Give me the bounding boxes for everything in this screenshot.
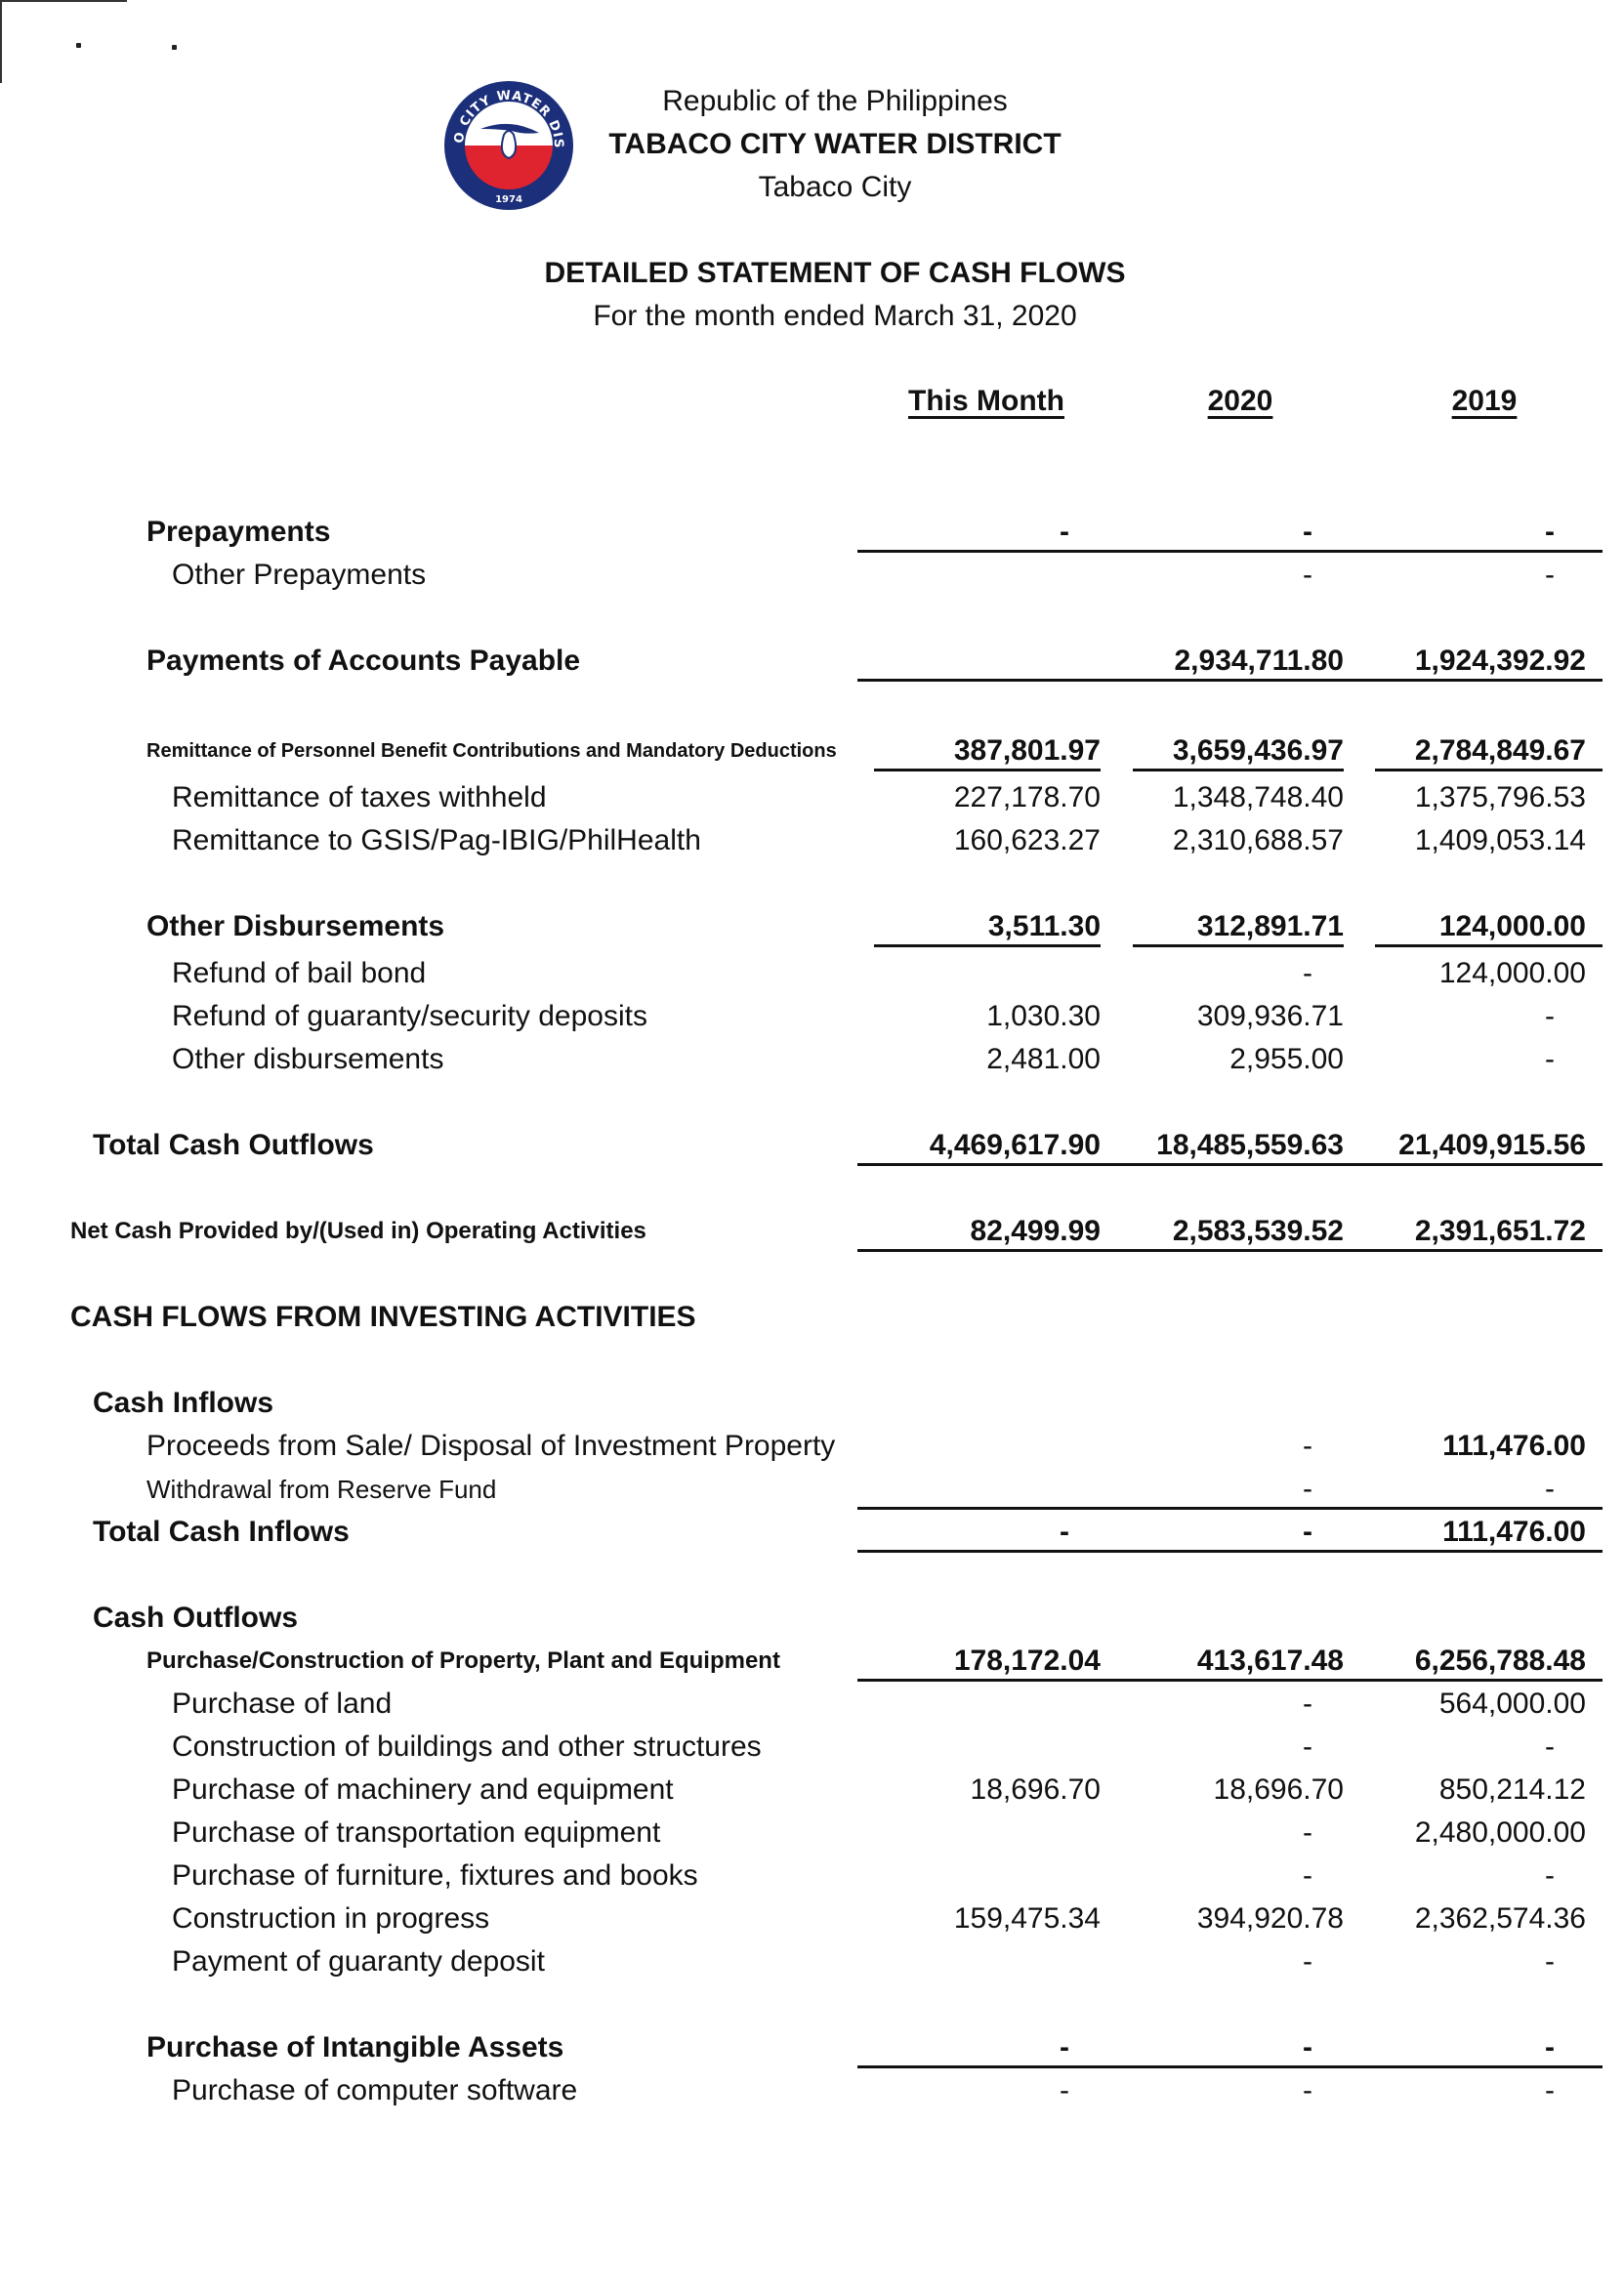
underline-rule: [857, 550, 1603, 553]
table-row: [0, 1298, 1624, 1337]
value-2019: -: [1545, 2031, 1555, 2063]
row-label: Total Cash Outflows: [93, 1129, 374, 1161]
table-row: [0, 2028, 1624, 2067]
table-row: [0, 1813, 1624, 1853]
value-2019: -: [1545, 1000, 1555, 1032]
underline-rule: [874, 769, 1101, 771]
value-this-month: -: [1060, 2031, 1069, 2063]
value-2019: 2,480,000.00: [1414, 1816, 1586, 1849]
underline-rule: [1375, 944, 1603, 947]
value-2020: 1,348,748.40: [1172, 781, 1344, 813]
statement-period: For the month ended March 31, 2020: [593, 300, 1077, 332]
value-this-month: 18,696.70: [970, 1773, 1101, 1806]
value-this-month: 1,030.30: [986, 1000, 1101, 1032]
table-row: [0, 1642, 1624, 1681]
underline-rule: [1133, 769, 1344, 771]
value-this-month: -: [1060, 2074, 1069, 2106]
value-this-month: 2,481.00: [986, 1043, 1101, 1075]
row-label: Payment of guaranty deposit: [172, 1945, 545, 1978]
table-row: [0, 556, 1624, 595]
logo-year: 1974: [495, 194, 522, 205]
value-2019: -: [1545, 559, 1555, 591]
value-2020: 2,583,539.52: [1172, 1215, 1344, 1247]
underline-rule: [857, 679, 1603, 682]
row-label: Payments of Accounts Payable: [146, 645, 581, 677]
table-row: [0, 1599, 1624, 1638]
value-this-month: 3,511.30: [987, 910, 1101, 942]
value-2019: -: [1545, 516, 1555, 548]
value-2020: 309,936.71: [1196, 1000, 1344, 1032]
underline-rule: [874, 944, 1101, 947]
value-this-month: -: [1060, 1516, 1069, 1548]
row-label: CASH FLOWS FROM INVESTING ACTIVITIES: [70, 1301, 696, 1333]
underline-rule: [857, 1507, 1603, 1510]
column-header-this-month: This Month: [908, 385, 1064, 417]
value-2020: -: [1303, 516, 1312, 548]
underline-rule: [857, 1163, 1603, 1166]
value-this-month: 160,623.27: [953, 824, 1101, 856]
row-label: Prepayments: [146, 516, 331, 548]
row-label: Purchase of transportation equipment: [172, 1816, 661, 1849]
column-header-2019: 2019: [1451, 385, 1518, 417]
value-2019: 21,409,915.56: [1398, 1129, 1586, 1161]
table-row: [0, 513, 1624, 552]
row-label: Remittance of taxes withheld: [172, 781, 547, 813]
value-2020: 3,659,436.97: [1172, 734, 1344, 767]
value-2020: 2,310,688.57: [1172, 824, 1344, 856]
table-row: [0, 2071, 1624, 2110]
value-2020: 18,696.70: [1213, 1773, 1344, 1806]
scan-speck: [172, 45, 177, 50]
row-label: Net Cash Provided by/(Used in) Operating Activities: [70, 1218, 646, 1244]
value-this-month: 159,475.34: [953, 1902, 1101, 1935]
value-2020: -: [1303, 1430, 1312, 1462]
value-2019: 1,924,392.92: [1414, 645, 1586, 677]
table-row: [0, 1126, 1624, 1165]
table-row: [0, 642, 1624, 681]
table-row: [0, 1427, 1624, 1466]
value-this-month: 4,469,617.90: [929, 1129, 1101, 1161]
value-2019: 850,214.12: [1438, 1773, 1586, 1806]
value-2019: -: [1545, 1730, 1555, 1763]
row-label: Cash Inflows: [93, 1387, 274, 1419]
value-this-month: 387,801.97: [953, 734, 1101, 767]
value-this-month: 178,172.04: [953, 1645, 1101, 1677]
value-2020: 394,920.78: [1196, 1902, 1344, 1935]
value-2020: -: [1303, 1473, 1312, 1505]
underline-rule: [857, 1679, 1603, 1682]
underline-rule: [1375, 769, 1603, 771]
underline-rule: [857, 1550, 1603, 1553]
value-2019: -: [1545, 1859, 1555, 1892]
logo-ring-text: O CITY WATER DIS: [451, 88, 566, 149]
table-row: [0, 1470, 1624, 1509]
row-label: Purchase of land: [172, 1688, 393, 1720]
header-org-name: TABACO CITY WATER DISTRICT: [608, 128, 1062, 160]
table-row: [0, 907, 1624, 946]
table-row: [0, 1513, 1624, 1552]
value-2020: 413,617.48: [1196, 1645, 1344, 1677]
underline-rule: [857, 2065, 1603, 2068]
column-header-2020: 2020: [1207, 385, 1273, 417]
row-label: Purchase/Construction of Property, Plant and Equipment: [146, 1647, 780, 1674]
value-2019: -: [1545, 1473, 1555, 1505]
value-2019: 564,000.00: [1438, 1688, 1586, 1720]
table-row: [0, 778, 1624, 817]
value-2020: -: [1303, 2074, 1312, 2106]
value-2019: -: [1545, 2074, 1555, 2106]
value-2020: -: [1303, 1730, 1312, 1763]
value-2019: 6,256,788.48: [1414, 1645, 1586, 1677]
table-row: [0, 1040, 1624, 1079]
row-label: Withdrawal from Reserve Fund: [146, 1475, 497, 1504]
row-label: Purchase of furniture, fixtures and books: [172, 1859, 698, 1892]
underline-rule: [1133, 944, 1344, 947]
statement-title: DETAILED STATEMENT OF CASH FLOWS: [544, 257, 1126, 289]
value-2019: 2,784,849.67: [1414, 734, 1586, 767]
value-2019: 2,362,574.36: [1414, 1902, 1586, 1935]
value-2020: -: [1303, 1945, 1312, 1978]
value-2020: 312,891.71: [1196, 910, 1344, 942]
value-2020: 2,934,711.80: [1174, 645, 1344, 677]
value-2019: 111,476.00: [1442, 1430, 1586, 1462]
table-row: [0, 1384, 1624, 1423]
value-2020: -: [1303, 957, 1312, 989]
row-label: Construction in progress: [172, 1902, 490, 1935]
header-republic: Republic of the Philippines: [662, 85, 1008, 117]
header-city: Tabaco City: [758, 171, 912, 203]
row-label: Purchase of machinery and equipment: [172, 1773, 674, 1806]
value-2019: 1,375,796.53: [1414, 781, 1586, 813]
table-row: [0, 1728, 1624, 1767]
row-label: Refund of bail bond: [172, 957, 427, 989]
value-this-month: 227,178.70: [953, 781, 1101, 813]
table-row: [0, 1942, 1624, 1981]
row-label: Construction of buildings and other structures: [172, 1730, 762, 1763]
table-row: [0, 731, 1624, 771]
value-this-month: 82,499.99: [970, 1215, 1101, 1247]
row-label: Other Disbursements: [146, 910, 445, 942]
value-2019: 124,000.00: [1438, 910, 1586, 942]
table-row: [0, 1771, 1624, 1810]
row-label: Remittance of Personnel Benefit Contributions and Mandatory Deductions: [146, 740, 837, 762]
value-2019: 2,391,651.72: [1414, 1215, 1586, 1247]
value-2020: -: [1303, 1516, 1312, 1548]
value-2019: -: [1545, 1945, 1555, 1978]
value-2020: -: [1303, 1859, 1312, 1892]
value-2019: 1,409,053.14: [1414, 824, 1586, 856]
row-label: Purchase of Intangible Assets: [146, 2031, 564, 2063]
value-2019: -: [1545, 1043, 1555, 1075]
row-label: Refund of guaranty/security deposits: [172, 1000, 647, 1032]
table-row: [0, 997, 1624, 1036]
value-this-month: -: [1060, 516, 1069, 548]
row-label: Other disbursements: [172, 1043, 444, 1075]
row-label: Other Prepayments: [172, 559, 427, 591]
value-2020: -: [1303, 559, 1312, 591]
table-row: [0, 1212, 1624, 1251]
value-2020: 2,955.00: [1229, 1043, 1344, 1075]
underline-rule: [857, 1249, 1603, 1252]
row-label: Proceeds from Sale/ Disposal of Investment Property: [146, 1430, 836, 1462]
value-2019: 111,476.00: [1442, 1516, 1586, 1548]
scan-edge-mark: [0, 0, 127, 2]
table-row: [0, 821, 1624, 860]
row-label: Remittance to GSIS/Pag-IBIG/PhilHealth: [172, 824, 701, 856]
row-label: Cash Outflows: [93, 1602, 299, 1634]
row-label: Purchase of computer software: [172, 2074, 578, 2106]
scan-edge-mark: [0, 0, 2, 83]
value-2020: -: [1303, 2031, 1312, 2063]
value-2020: -: [1303, 1688, 1312, 1720]
row-label: Total Cash Inflows: [93, 1516, 350, 1548]
table-row: [0, 1685, 1624, 1724]
scan-speck: [76, 43, 81, 48]
value-2020: 18,485,559.63: [1156, 1129, 1344, 1161]
table-row: [0, 1856, 1624, 1896]
value-2020: -: [1303, 1816, 1312, 1849]
table-row: [0, 1899, 1624, 1938]
table-row: [0, 954, 1624, 993]
value-2019: 124,000.00: [1438, 957, 1586, 989]
